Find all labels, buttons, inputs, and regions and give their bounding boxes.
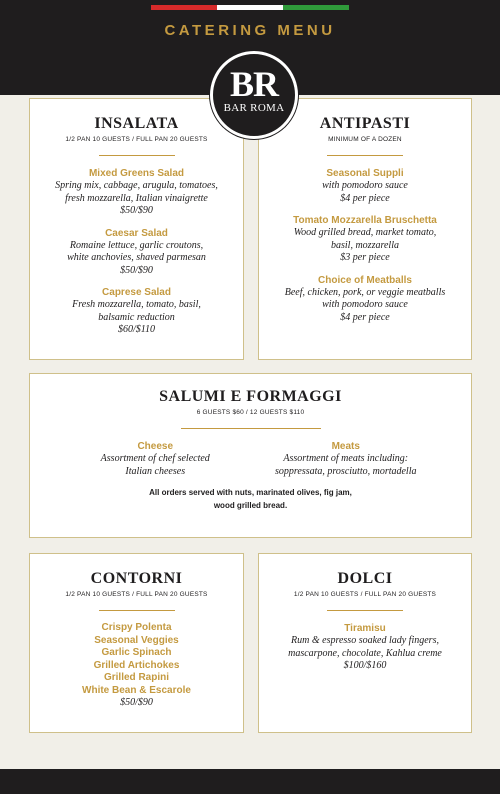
item-desc: Rum & espresso soaked lady fingers, [291,635,439,646]
list-item: White Bean & Escarole [82,684,191,696]
flag-green [283,5,349,10]
list-item: Crispy Polenta [101,622,172,633]
item-desc: Assortment of meats including: [283,453,409,464]
insalata-card [29,98,244,360]
antipasti-card [258,98,472,360]
meats-column [251,440,442,478]
item-desc: Romaine lettuce, garlic croutons, [69,239,204,251]
menu-item [259,167,471,205]
flag-white [217,5,283,10]
item-name: Tomato Mozzarella Bruschetta [293,215,437,226]
item-price: $50/$90 [120,205,153,216]
page-title: CATERING MENU [164,22,336,39]
note-line: All orders served with nuts, marinated olives, fig jam, [149,488,352,497]
italian-flag-stripe [151,5,349,10]
insalata-subtitle: 1/2 PAN 10 GUESTS / FULL PAN 20 GUESTS [65,136,208,143]
item-price: $3 per piece [340,252,390,263]
item-desc: soppressata, prosciutto, mortadella [275,465,417,477]
item-desc: Italian cheeses [125,465,186,477]
list-item: Garlic Spinach [101,647,172,658]
logo-mark: BR [229,64,278,104]
salumi-title: SALUMI E FORMAGGI [159,388,342,405]
item-name: Tiramisu [344,623,386,634]
item-name: Choice of Meatballs [318,274,412,286]
item-price: $60/$110 [117,324,156,335]
insalata-title: INSALATA [94,115,179,132]
item-price: $4 per piece [340,192,390,204]
contorni-card [29,553,244,733]
antipasti-title: ANTIPASTI [319,115,411,132]
salumi-card [29,373,472,538]
menu-item [259,214,471,265]
item-desc: Spring mix, cabbage, arugula, tomatoes, [55,180,218,191]
item-desc: Fresh mozzarella, tomato, basil, [72,299,201,310]
item-desc: Beef, chicken, pork, or veggie meatballs [284,286,446,298]
salumi-note [30,486,471,512]
divider [327,610,403,611]
item-desc: with pomodoro sauce [322,299,408,310]
divider [99,155,175,156]
list-item: Grilled Rapini [103,672,169,683]
divider [99,610,175,611]
dolci-subtitle: 1/2 PAN 10 GUESTS / FULL PAN 20 GUESTS [293,591,437,598]
contorni-list [30,622,243,697]
menu-item [30,167,243,218]
contorni-title: CONTORNI [90,570,183,587]
divider [181,428,321,429]
list-item: Grilled Artichokes [93,659,180,671]
item-desc: fresh mozzarella, Italian vinaigrette [65,192,208,204]
item-desc: basil, mozzarella [331,239,399,251]
flag-red [151,5,217,10]
item-name: Seasonal Suppli [326,168,404,179]
menu-item [30,286,243,337]
salumi-subtitle: 6 GUESTS $60 / 12 GUESTS $110 [196,409,305,416]
dolci-title: DOLCI [337,570,393,587]
item-price: $4 per piece [340,311,390,323]
cheese-column [60,440,251,478]
contorni-subtitle: 1/2 PAN 10 GUESTS / FULL PAN 20 GUESTS [65,591,208,598]
item-name: Cheese [137,441,174,452]
menu-item [30,227,243,278]
menu-item [259,622,471,673]
item-name: Caprese Salad [102,287,171,298]
antipasti-subtitle: MINIMUM OF A DOZEN [328,136,402,143]
item-desc: balsamic reduction [98,311,175,323]
item-desc: mascarpone, chocolate, Kahlua creme [288,647,442,659]
list-item: Seasonal Veggies [94,634,179,646]
bar-roma-logo [210,51,298,139]
item-name: Mixed Greens Salad [88,168,185,179]
divider [327,155,403,156]
note-line: wood grilled bread. [213,501,288,510]
item-desc: Assortment of chef selected [100,453,210,464]
item-desc: white anchovies, shaved parmesan [67,252,206,263]
item-price: $100/$160 [343,660,387,671]
dolci-card [258,553,472,733]
item-name: Caesar Salad [105,227,168,239]
salumi-columns [30,440,471,478]
footer-band [0,769,500,794]
item-price: $50/$90 [120,264,153,276]
logo-name: BAR ROMA [223,102,285,114]
menu-item [259,274,471,325]
item-price: $50/$90 [120,697,153,708]
item-desc: with pomodoro sauce [322,180,408,191]
item-name: Meats [331,441,360,452]
item-desc: Wood grilled bread, market tomato, [293,227,437,238]
